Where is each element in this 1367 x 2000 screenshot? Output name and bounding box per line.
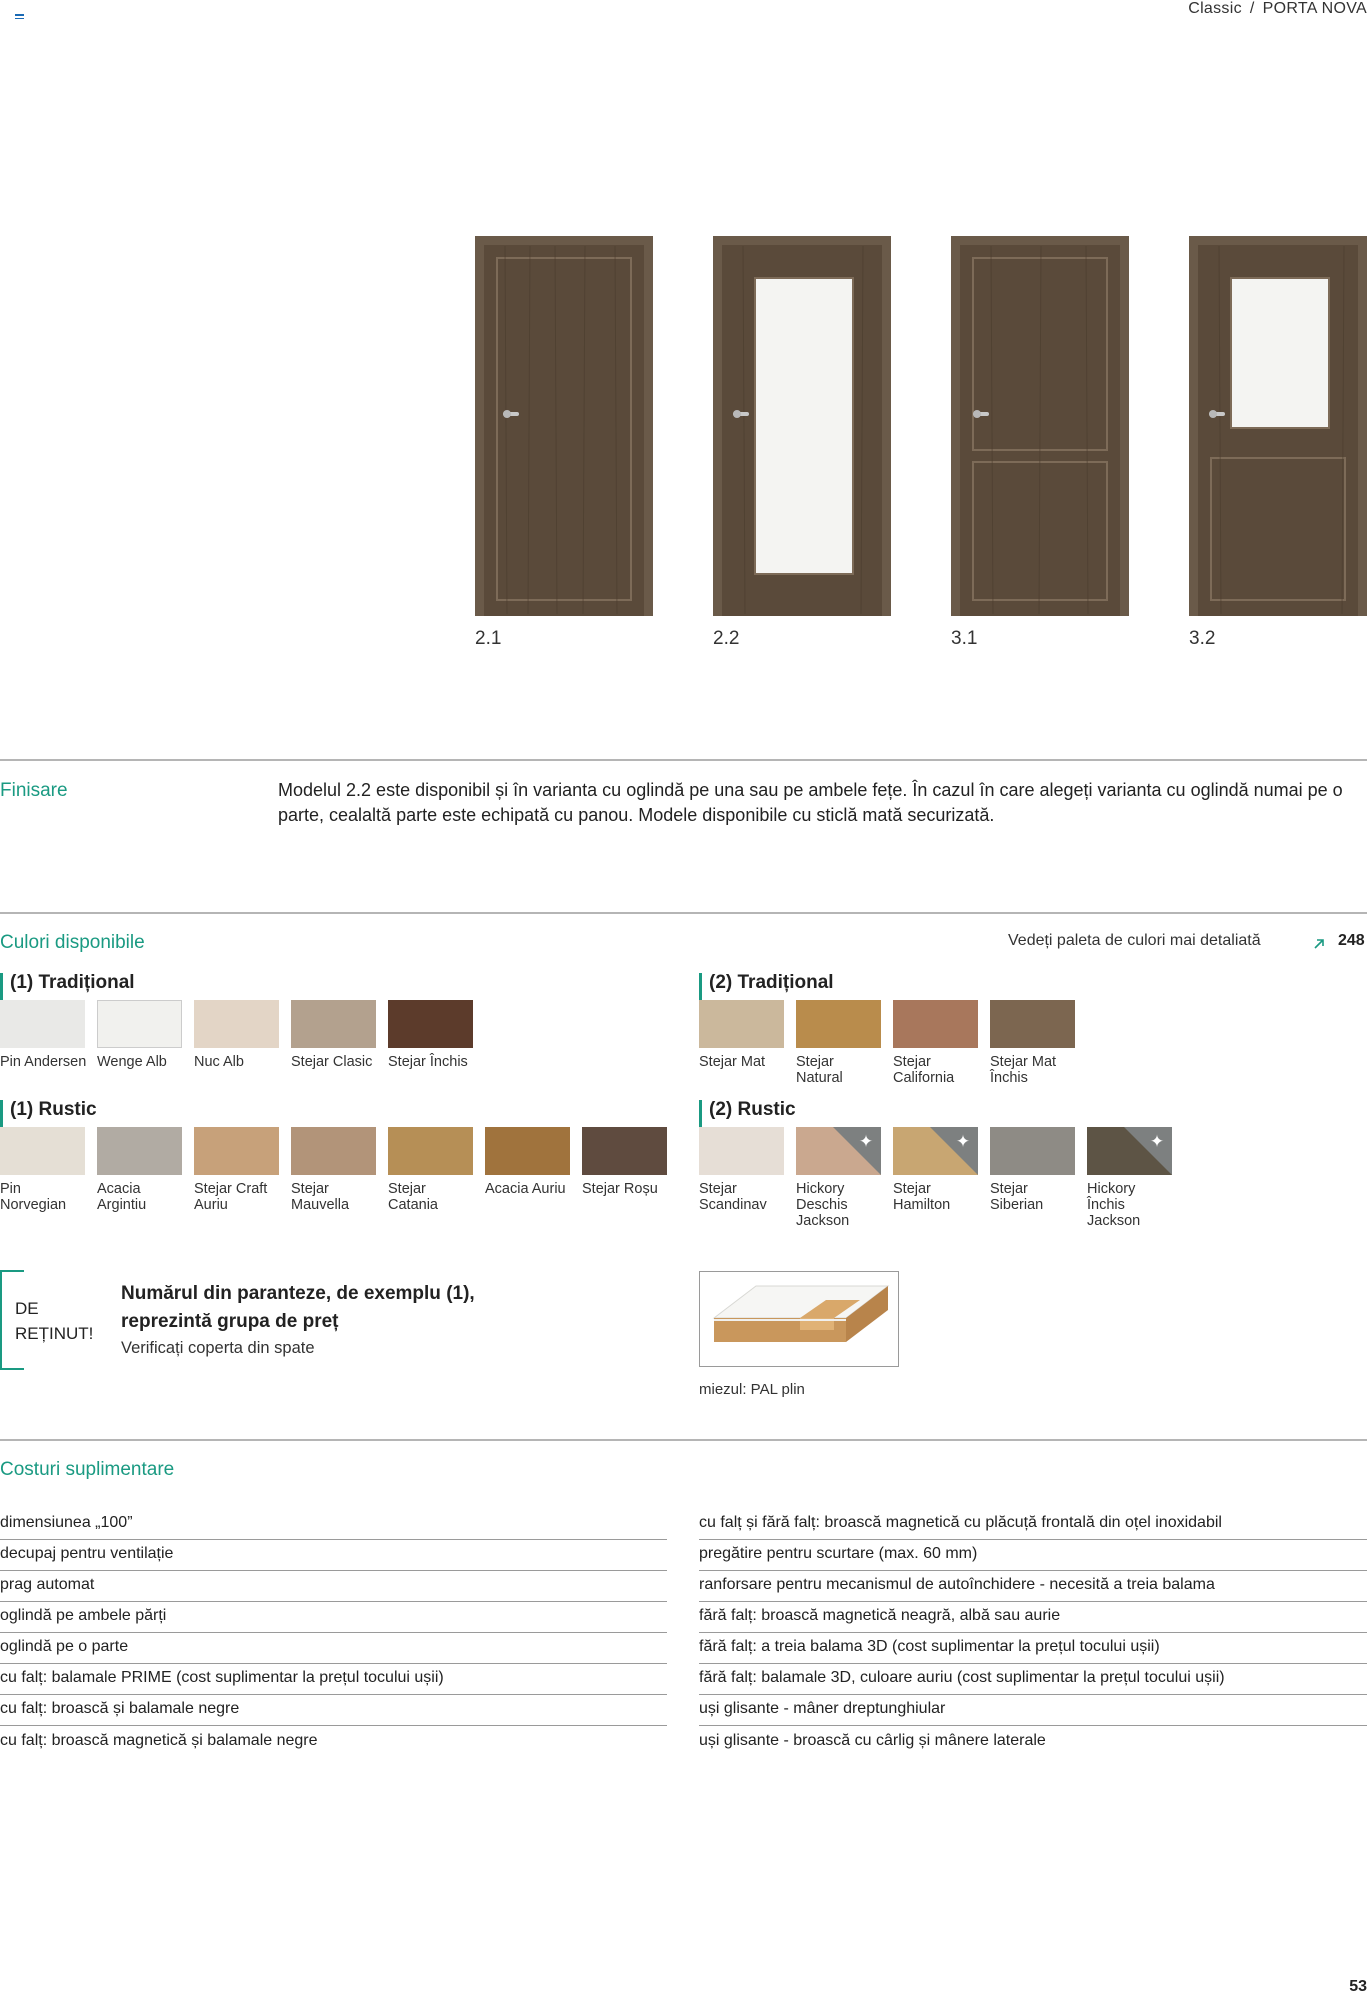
swatch-pin-norvegian[interactable] (0, 1127, 85, 1175)
swatch-label: Wenge Alb (97, 1054, 167, 1070)
swatch-label: Stejar Natural (796, 1054, 843, 1086)
sparkle-icon: ✦ (1149, 1132, 1165, 1151)
palette-link-text[interactable]: Vedeți paleta de culori mai detaliată (1008, 932, 1261, 949)
swatch-label: Acacia Auriu (485, 1181, 566, 1197)
door-label-3-1: 3.1 (951, 628, 978, 649)
sparkle-icon: ✦ (955, 1132, 971, 1151)
swatch-label: Stejar Mauvella (291, 1181, 350, 1213)
swatch-label: Stejar Scandinav (699, 1181, 767, 1213)
swatch-stejar-natural[interactable] (796, 1000, 881, 1048)
swatch-stejar-craft-auriu[interactable] (194, 1127, 279, 1175)
palette-page-ref[interactable]: 248 (1338, 932, 1365, 949)
swatch-stejar-mat-inchis[interactable] (990, 1000, 1075, 1048)
swatch-label: Pin Andersen (0, 1054, 87, 1070)
core-illustration (699, 1271, 899, 1367)
swatch-label: Nuc Alb (194, 1054, 244, 1070)
door-3-1-image (951, 236, 1129, 616)
breadcrumb: Classic / PORTA NOVA (1188, 0, 1367, 17)
door-label-2-2: 2.2 (713, 628, 740, 649)
swatch-label: Stejar California (893, 1054, 955, 1086)
cost-item: uși glisante - mâner dreptunghiular (699, 1694, 1367, 1726)
swatch-nuc-alb[interactable] (194, 1000, 279, 1048)
swatch-label: Stejar Catania (388, 1181, 438, 1213)
finisare-text: Modelul 2.2 este disponibil și în varianta cu oglindă pe una sau pe ambele fețe. În cazul în care alegeți varianta cu oglindă numai pe o parte, cealaltă parte este echipată cu panou. Modele disponibile cu sticlă mată securizată. (278, 780, 1343, 825)
group-title-rustic-1: (1) Rustic (10, 1099, 97, 1120)
swatch-stejar-california[interactable] (893, 1000, 978, 1048)
group-title-rustic-2: (2) Rustic (709, 1099, 796, 1120)
swatch-stejar-catania[interactable] (388, 1127, 473, 1175)
cost-item: pregătire pentru scurtare (max. 60 mm) (699, 1539, 1367, 1571)
swatch-label: Stejar Craft Auriu (194, 1181, 268, 1213)
swatch-label: Stejar Închis (388, 1054, 468, 1070)
costs-title: Costuri suplimentare (0, 1459, 175, 1480)
colors-title: Culori disponibile (0, 932, 145, 953)
divider (0, 1439, 1367, 1441)
swatch-hickory-inchis-jackson[interactable] (1087, 1127, 1172, 1175)
swatch-stejar-mat[interactable] (699, 1000, 784, 1048)
swatch-wenge-alb[interactable] (97, 1000, 182, 1048)
swatch-label: Stejar Roșu (582, 1181, 658, 1197)
cost-item: uși glisante - broască cu cârlig și mânere laterale (699, 1732, 1046, 1749)
core-board-image (700, 1272, 898, 1366)
cost-item: decupaj pentru ventilație (0, 1539, 667, 1571)
cost-item: fără falț: balamale 3D, culoare auriu (cost suplimentar la prețul tocului ușii) (699, 1663, 1367, 1695)
cost-item: dimensiunea „100” (0, 1508, 667, 1540)
cost-item: ranforsare pentru mecanismul de autoînchidere - necesită a treia balama (699, 1570, 1367, 1602)
door-label-3-2: 3.2 (1189, 628, 1216, 649)
cost-item: oglindă pe o parte (0, 1632, 667, 1664)
swatch-stejar-clasic[interactable] (291, 1000, 376, 1048)
door-3-2-image (1189, 236, 1367, 616)
arrow-up-right-icon[interactable] (1312, 937, 1326, 951)
swatch-label: Hickory Închis Jackson (1087, 1181, 1141, 1229)
group-title-traditional-1: (1) Tradițional (10, 972, 135, 993)
swatch-label: Stejar Hamilton (893, 1181, 951, 1213)
swatch-acacia-argintiu[interactable] (97, 1127, 182, 1175)
cost-item: cu falț și fără falț: broască magnetică cu plăcuță frontală din oțel inoxidabil (699, 1508, 1367, 1540)
door-2-2-image (713, 236, 891, 616)
swatch-pin-andersen[interactable] (0, 1000, 85, 1048)
swatch-label: Stejar Mat (699, 1054, 766, 1070)
cost-item: fără falț: broască magnetică neagră, albă sau aurie (699, 1601, 1367, 1633)
note-label: DE REȚINUT! (15, 1299, 94, 1343)
page-number: 53 (1349, 1978, 1367, 1995)
note-heading: Numărul din paranteze, de exemplu (1), reprezintă grupa de preț (121, 1283, 475, 1332)
core-caption: miezul: PAL plin (699, 1381, 805, 1398)
door-2-1-image (475, 236, 653, 616)
divider (0, 912, 1367, 914)
swatch-stejar-mauvella[interactable] (291, 1127, 376, 1175)
swatch-label: Stejar Clasic (291, 1054, 373, 1070)
cost-item: cu falț: broască magnetică și balamale negre (0, 1732, 318, 1749)
cost-item: fără falț: a treia balama 3D (cost suplimentar la prețul tocului ușii) (699, 1632, 1367, 1664)
swatch-label: Stejar Siberian (990, 1181, 1044, 1213)
group-title-traditional-2: (2) Tradițional (709, 972, 834, 993)
swatch-acacia-auriu[interactable] (485, 1127, 570, 1175)
swatch-label: Pin Norvegian (0, 1181, 67, 1213)
swatch-hickory-deschis-jackson[interactable] (796, 1127, 881, 1175)
swatch-stejar-rosu[interactable] (582, 1127, 667, 1175)
swatch-stejar-siberian[interactable] (990, 1127, 1075, 1175)
menu-icon[interactable] (15, 14, 24, 21)
swatch-stejar-inchis[interactable] (388, 1000, 473, 1048)
cost-item: cu falț: balamale PRIME (cost suplimentar la prețul tocului ușii) (0, 1663, 667, 1695)
breadcrumb-item-classic[interactable]: Classic (1188, 0, 1242, 17)
cost-item: cu falț: broască și balamale negre (0, 1694, 667, 1726)
note-subtext: Verificați coperta din spate (121, 1339, 315, 1357)
cost-item: prag automat (0, 1570, 667, 1602)
swatch-stejar-scandinav[interactable] (699, 1127, 784, 1175)
breadcrumb-item-porta-nova[interactable]: PORTA NOVA (1262, 0, 1367, 17)
swatch-label: Hickory Deschis Jackson (796, 1181, 850, 1229)
swatch-stejar-hamilton[interactable] (893, 1127, 978, 1175)
sparkle-icon: ✦ (858, 1132, 874, 1151)
door-label-2-1: 2.1 (475, 628, 502, 649)
swatch-label: Acacia Argintiu (97, 1181, 147, 1213)
cost-item: oglindă pe ambele părți (0, 1601, 667, 1633)
finisare-title: Finisare (0, 780, 68, 801)
swatch-label: Stejar Mat Închis (990, 1054, 1057, 1086)
divider (0, 759, 1367, 761)
